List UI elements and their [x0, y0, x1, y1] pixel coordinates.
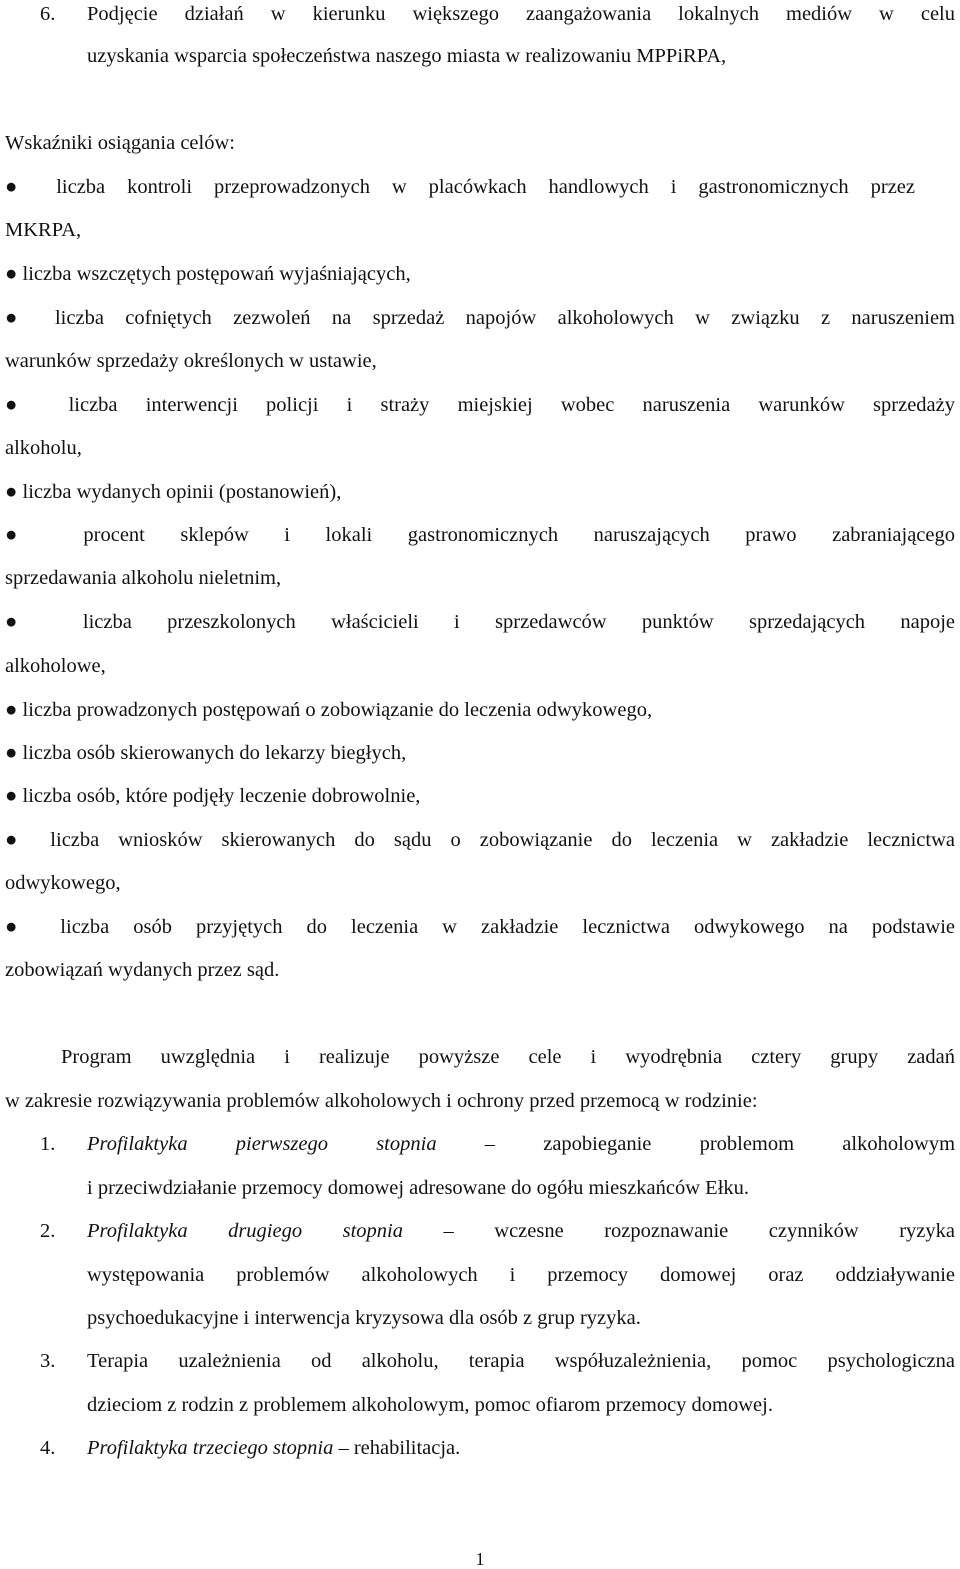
group-dash: –: [443, 1220, 454, 1242]
bullet-icon: ●: [5, 481, 18, 503]
indicator-item-line: alkoholu,: [5, 437, 82, 459]
bullet-icon: ●: [5, 394, 41, 416]
bullet-icon: ●: [5, 785, 18, 807]
group-line: występowania problemów alkoholowych i przemocy domowej oraz oddziaływanie: [87, 1264, 955, 1286]
indicator-item-line: [5, 830, 955, 851]
indicator-item-line: [5, 700, 652, 721]
indicator-item-line: MKRPA,: [5, 219, 82, 241]
bullet-icon: ●: [5, 916, 37, 938]
bullet-icon: ●: [5, 829, 32, 851]
indicator-item-line: odwykowego,: [5, 872, 121, 894]
bullet-icon: ●: [5, 263, 18, 285]
group-title: Profilaktyka pierwszego stopnia: [87, 1133, 437, 1155]
group-line: i przeciwdziałanie przemocy domowej adresowane do ogółu mieszkańców Ełku.: [87, 1177, 750, 1199]
group-line1: Terapia uzależnienia od alkoholu, terapia współuzależnienia, pomoc psychologiczna: [87, 1350, 955, 1372]
bullet-icon: ●: [5, 742, 18, 764]
indicator-text: liczba osób przyjętych do leczenia w zakładzie lecznictwa odwykowego na podstawie: [60, 916, 955, 938]
indicator-item-line: warunków sprzedaży określonych w ustawie,: [5, 350, 377, 372]
group-title: Profilaktyka trzeciego stopnia: [87, 1437, 334, 1459]
bullet-icon: ●: [5, 699, 18, 721]
indicator-text: liczba osób skierowanych do lekarzy biegłych,: [22, 742, 407, 764]
indicator-text: procent sklepów i lokali gastronomicznych naruszających prawo zabraniającego: [83, 524, 956, 546]
group-line1-rest: wczesne rozpoznawanie czynników ryzyka: [494, 1220, 956, 1242]
group-number: 1.: [40, 1133, 56, 1155]
indicator-item-line: alkoholowe,: [5, 655, 106, 677]
indicator-item-line: [5, 786, 420, 807]
point6-number: 6.: [40, 3, 56, 25]
bullet-icon: ●: [5, 176, 35, 198]
bullet-icon: ●: [5, 611, 48, 633]
program-intro-line1: Program uwzględnia i realizuje powyższe cele i wyodrębnia cztery grupy zadań: [61, 1046, 955, 1068]
indicator-item-line: [5, 308, 955, 329]
indicator-item-line: [5, 177, 915, 198]
indicator-text: liczba wszczętych postępowań wyjaśniających,: [22, 263, 411, 285]
group-line1-rest: rehabilitacja.: [353, 1437, 461, 1459]
group-line1: [87, 1134, 955, 1155]
indicator-item-line: sprzedawania alkoholu nieletnim,: [5, 567, 282, 589]
group-line: psychoedukacyjne i interwencja kryzysowa dla osób z grup ryzyka.: [87, 1307, 641, 1329]
group-line1: [87, 1438, 460, 1459]
page-number: 1: [475, 1549, 485, 1569]
indicator-text: liczba cofniętych zezwoleń na sprzedaż napojów alkoholowych w związku z naruszeniem: [54, 307, 955, 329]
bullet-icon: ●: [5, 307, 34, 329]
group-line: dzieciom z rodzin z problemem alkoholowym, pomoc ofiarom przemocy domowej.: [87, 1394, 773, 1416]
indicator-item-line: [5, 525, 955, 546]
indicators-heading: Wskaźniki osiągania celów:: [5, 132, 235, 154]
group-number: 4.: [40, 1437, 56, 1459]
indicator-item-line: [5, 612, 955, 633]
indicator-text: liczba wniosków skierowanych do sądu o zobowiązanie do leczenia w zakładzie lecznictwa: [50, 829, 955, 851]
indicator-text: liczba prowadzonych postępowań o zobowiązanie do leczenia odwykowego,: [22, 699, 653, 721]
group-line1-rest: zapobieganie problemom alkoholowym: [543, 1133, 956, 1155]
indicator-item-line: zobowiązań wydanych przez sąd.: [5, 959, 280, 981]
indicator-item-line: [5, 743, 406, 764]
program-intro-line2: w zakresie rozwiązywania problemów alkoholowych i ochrony przed przemocą w rodzinie:: [5, 1090, 758, 1112]
point6-line1: Podjęcie działań w kierunku większego zaangażowania lokalnych mediów w celu: [87, 3, 955, 25]
group-line1: [87, 1221, 955, 1242]
indicator-item-line: [5, 264, 411, 285]
group-number: 2.: [40, 1220, 56, 1242]
indicator-item-line: [5, 395, 955, 416]
indicator-text: liczba wydanych opinii (postanowień),: [22, 481, 342, 503]
indicator-item-line: [5, 482, 341, 503]
indicator-text: liczba kontroli przeprowadzonych w placówkach handlowych i gastronomicznych przez: [56, 176, 915, 198]
bullet-icon: ●: [5, 524, 48, 546]
indicator-text: liczba przeszkolonych właścicieli i sprzedawców punktów sprzedających napoje: [82, 611, 956, 633]
group-dash: –: [484, 1133, 496, 1155]
indicator-text: liczba interwencji policji i straży miejskiej wobec naruszenia warunków sprzedaży: [68, 394, 955, 416]
group-dash: –: [338, 1437, 349, 1459]
group-number: 3.: [40, 1350, 56, 1372]
indicator-item-line: [5, 917, 955, 938]
group-title: Profilaktyka drugiego stopnia: [87, 1220, 403, 1242]
indicator-text: liczba osób, które podjęły leczenie dobrowolnie,: [22, 785, 421, 807]
point6-line2: uzyskania wsparcia społeczeństwa naszego miasta w realizowaniu MPPiRPA,: [87, 45, 727, 67]
